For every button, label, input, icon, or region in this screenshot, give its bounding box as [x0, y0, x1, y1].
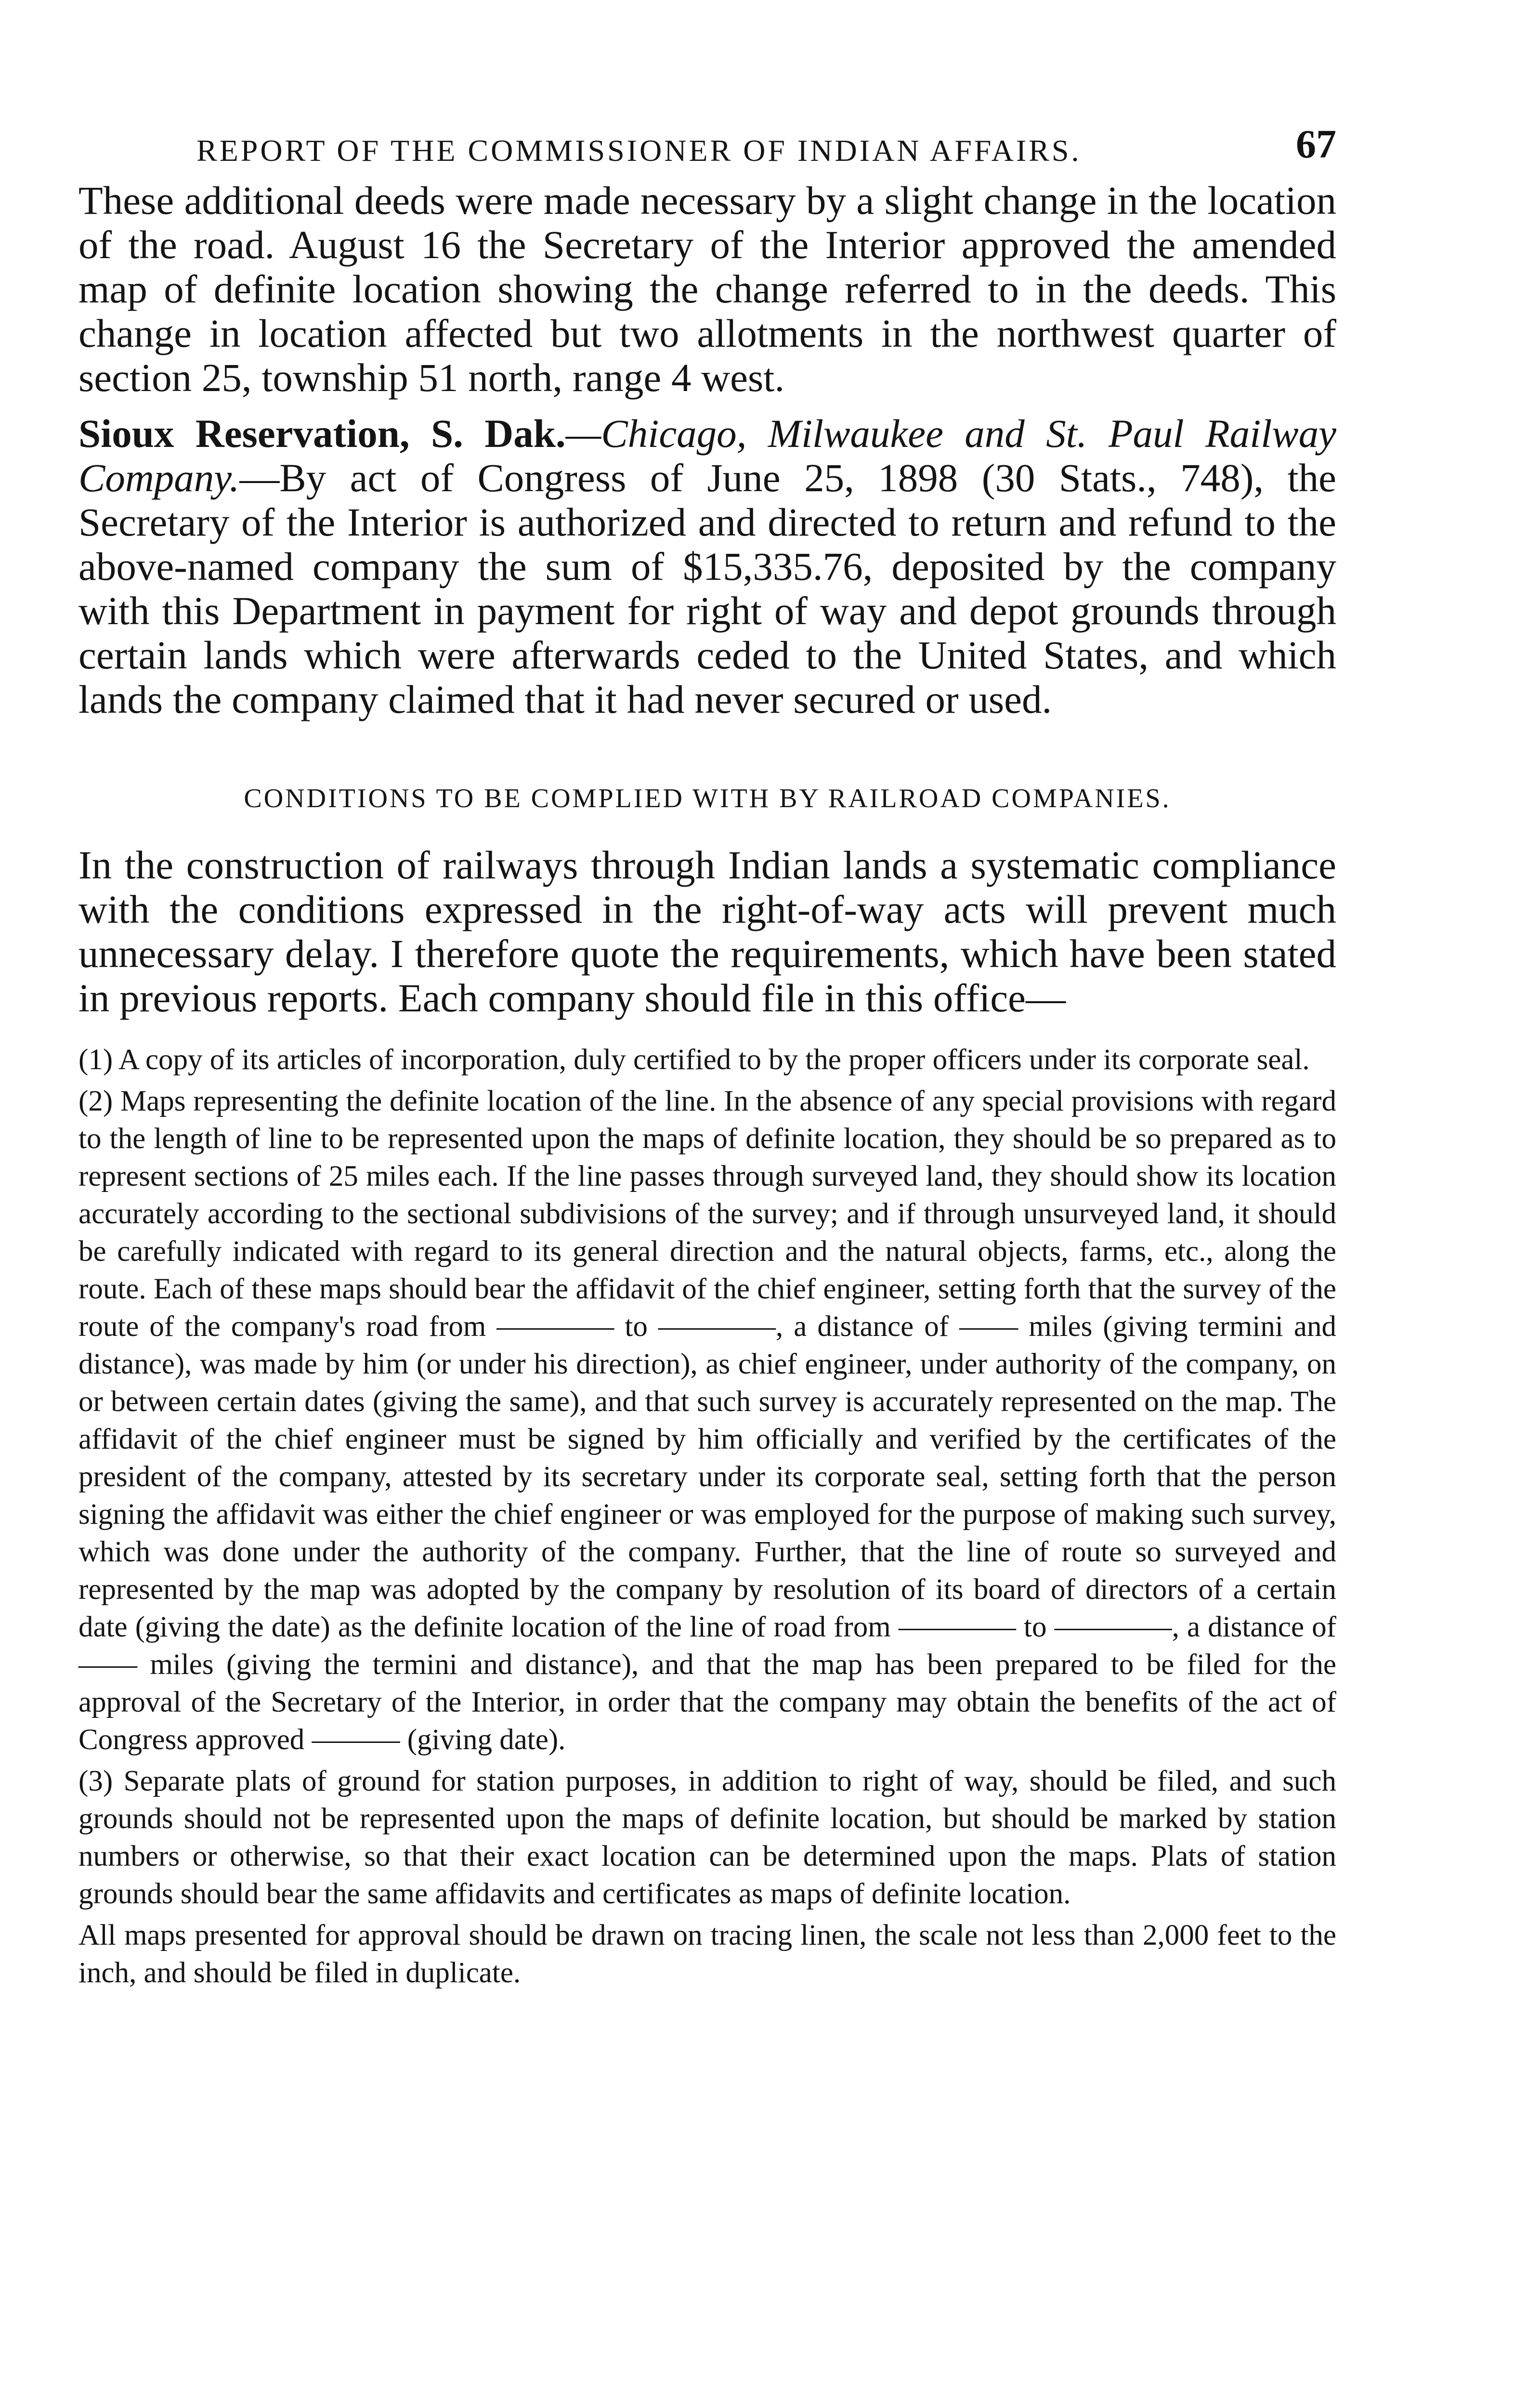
page-number: 67 [1296, 122, 1336, 167]
requirement-item-1: (1) A copy of its articles of incorporation, duly certified to by the proper officers under its corporate seal. [78, 1044, 1310, 1076]
body-text [78, 178, 1336, 1020]
paragraph-deeds: These additional deeds were made necessary by a slight change in the location of the road. August 16 the Secretary of the Interior approved the amended map of definite location showing the change referred to in the deeds. This change in location affected but two allotments in the northwest quarter of section 25, township 51 north, range 4 west. [78, 178, 1336, 400]
requirements-list [78, 1041, 1336, 1992]
paragraph-sioux-reservation [78, 411, 1336, 721]
requirement-item-3: (3) Separate plats of ground for station purposes, in addition to right of way, should be filed, and such grounds should not be represented upon the maps of definite location, but should be marked by station numbers or otherwise, so that their exact location can be determined upon the maps. Plats of station grounds should bear the same affidavits and certificates as maps of definite location. [78, 1765, 1336, 1910]
document-page [78, 120, 1336, 1992]
requirement-item-2: (2) Maps representing the definite location of the line. In the absence of any special provisions with regard to the length of line to be represented upon the maps of definite location, they should be so prepared as to represent sections of 25 miles each. If the line passes through surveyed land, they should show its location accurately according to the sectional subdivisions of the survey; and if through unsurveyed land, it should be carefully indicated with regard to its general direction and the natural objects, farms, etc., along the route. Each of these maps should bear the affidavit of the chief engineer, setting forth that the survey of the route of the company's road from ———— to ————, a distance of —— miles (giving termini and distance), was made by him (or under his direction), as chief engineer, under authority of the company, on or between certain dates (giving the same), and that such survey is accurately represented on the map. The affidavit of the chief engineer must be signed by him officially and verified by the certificates of the president of the company, attested by its secretary under its corporate seal, setting forth that the person signing the affidavit was either the chief engineer or was employed for the purpose of making such survey, which was done under the authority of the company. Further, that the line of route so surveyed and represented by the map was adopted by the company by resolution of its board of directors of a certain date (giving the date) as the definite location of the line of road from ———— to ————, a distance of —— miles (giving the termini and distance), and that the map has been prepared to be filed for the approval of the Secretary of the Interior, in order that the company may obtain the benefits of the act of Congress approved ——— (giving date). [78, 1085, 1336, 1756]
section-heading: CONDITIONS TO BE COMPLIED WITH BY RAILROAD COMPANIES. [244, 784, 1171, 813]
running-title: REPORT OF THE COMMISSIONER OF INDIAN AFFAIRS. [196, 133, 1082, 168]
railway-company-name: —Chicago, Milwaukee and St. Paul Railway Company. [78, 411, 1336, 500]
sioux-paragraph-body: —By act of Congress of June 25, 1898 (30 Stats., 748), the Secretary of the Interior is authorized and directed to return and refund to the above-named company the sum of $15,335.76, deposited by the company with this Department in payment for right of way and depot grounds through certain lands which were afterwards ceded to the United States, and which lands the company claimed that it had never secured or used. [78, 456, 1336, 721]
closing-paragraph: All maps presented for approval should be drawn on tracing linen, the scale not less than 2,000 feet to the inch, and should be filed in duplicate. [78, 1919, 1336, 1989]
running-header [78, 120, 1336, 178]
reservation-name: Sioux Reservation, S. Dak. [78, 411, 566, 456]
paragraph-construction: In the construction of railways through Indian lands a systematic compliance with the conditions expressed in the right-of-way acts will prevent much unnecessary delay. I therefore quote the requirements, which have been stated in previous reports. Each company should file in this office— [78, 843, 1336, 1020]
